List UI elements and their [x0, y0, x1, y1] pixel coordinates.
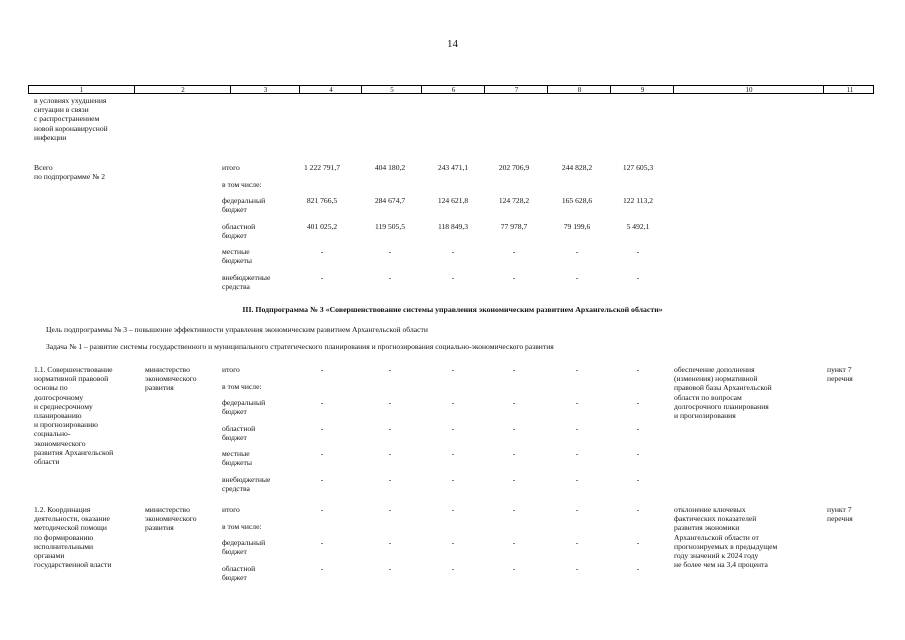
item-1-2-source-1: в том числе:	[222, 521, 262, 531]
total-value-0-0: 1 222 791,7	[303, 163, 341, 172]
total-label: Всего по подпрограмме № 2	[34, 163, 106, 182]
total-value-3-3: 77 978,7	[500, 221, 528, 231]
item-1-1-value-5-3: -	[512, 474, 516, 484]
total-value-2-4: 165 628,6	[561, 196, 593, 205]
item-1-2-value-2-2: -	[451, 538, 455, 547]
total-value-4-3: -	[512, 247, 516, 256]
item-1-1-value-4-3: -	[512, 449, 516, 458]
item-1-2-value-3-2: -	[451, 563, 455, 573]
item-1-1-ref: пункт 7 перечня	[827, 365, 853, 384]
total-value-3-5: 5 492,1	[626, 221, 650, 231]
total-source-1: в том числе:	[222, 179, 262, 189]
item-1-1-value-4-2: -	[451, 449, 455, 458]
item-1-1-source-5: внебюджетные средства	[222, 474, 271, 493]
item-1-2-name: 1.2. Координация деятельности, оказание методической помощи по формированию исполнительными органами государственной власти	[34, 505, 112, 570]
header-col-11: 11	[823, 86, 876, 94]
item-1-2-executor: министерство экономического развития	[145, 505, 197, 533]
total-source-5: внебюджетные средства	[222, 272, 271, 291]
item-1-2-value-0-2: -	[451, 505, 455, 514]
total-value-4-2: -	[451, 247, 455, 256]
total-source-2: федеральный бюджет	[222, 196, 266, 215]
total-value-5-4: -	[575, 272, 579, 282]
total-value-4-0: -	[320, 247, 324, 256]
item-1-1-value-4-1: -	[388, 449, 392, 458]
page-number: 14	[447, 38, 458, 50]
item-1-1-value-3-5: -	[636, 423, 640, 433]
item-1-1-value-5-5: -	[636, 474, 640, 484]
total-value-4-5: -	[636, 247, 640, 256]
header-col-6: 6	[421, 86, 485, 94]
item-1-1-value-3-4: -	[575, 423, 579, 433]
total-value-2-5: 122 113,2	[622, 196, 654, 205]
item-1-1-source-1: в том числе:	[222, 381, 262, 391]
item-1-1-value-2-5: -	[636, 398, 640, 407]
item-1-1-value-2-0: -	[320, 398, 324, 407]
total-value-0-5: 127 605,3	[622, 163, 654, 172]
total-value-5-3: -	[512, 272, 516, 282]
total-value-5-2: -	[451, 272, 455, 282]
table-header-row	[28, 85, 874, 94]
item-1-2-value-3-3: -	[512, 563, 516, 573]
item-1-2-value-0-5: -	[636, 505, 640, 514]
item-1-1-value-4-4: -	[575, 449, 579, 458]
item-1-1-value-2-1: -	[388, 398, 392, 407]
item-1-1-value-2-3: -	[512, 398, 516, 407]
header-col-7: 7	[484, 86, 548, 94]
total-value-4-4: -	[575, 247, 579, 256]
item-1-2-value-3-5: -	[636, 563, 640, 573]
item-1-1-value-0-5: -	[636, 365, 640, 374]
item-1-2-source-0: итого	[222, 505, 240, 514]
item-1-1-name: 1.1. Совершенствование нормативной правовой основы по долгосрочному и среднесрочному планированию и прогнозированию социально- экономического развития Архангельской области	[34, 365, 114, 467]
header-col-1: 1	[79, 86, 84, 94]
item-1-1-value-0-1: -	[388, 365, 392, 374]
header-col-2: 2	[134, 86, 231, 94]
item-1-1-value-2-4: -	[575, 398, 579, 407]
header-col-5: 5	[361, 86, 422, 94]
item-1-2-value-2-5: -	[636, 538, 640, 547]
item-1-1-source-0: итого	[222, 365, 240, 374]
carry-over-text: в условиях ухудшения ситуации в связи с распространением новой коронавирусной инфекции	[34, 96, 108, 142]
total-source-0: итого	[222, 163, 240, 172]
total-value-3-2: 118 849,3	[437, 221, 469, 231]
total-value-3-0: 401 025,2	[306, 221, 338, 231]
header-col-3: 3	[230, 86, 300, 94]
item-1-1-value-5-0: -	[320, 474, 324, 484]
item-1-2-result: отклонение ключевых фактических показателей развития экономики Архангельской области от прогнозируемых в предыдущем году значений к 2024 году не более чем на 3,4 процента	[674, 505, 778, 570]
item-1-2-value-2-3: -	[512, 538, 516, 547]
total-value-0-2: 243 471,1	[437, 163, 469, 172]
item-1-2-value-0-1: -	[388, 505, 392, 514]
total-value-5-5: -	[636, 272, 640, 282]
item-1-1-value-4-0: -	[320, 449, 324, 458]
item-1-1-source-3: областной бюджет	[222, 423, 256, 442]
item-1-2-source-2: федеральный бюджет	[222, 538, 266, 557]
item-1-2-value-3-1: -	[388, 563, 392, 573]
item-1-2-ref: пункт 7 перечня	[827, 505, 853, 524]
item-1-1-value-0-3: -	[512, 365, 516, 374]
item-1-1-value-5-4: -	[575, 474, 579, 484]
item-1-1-value-3-3: -	[512, 423, 516, 433]
header-col-8: 8	[547, 86, 611, 94]
item-1-2-value-2-1: -	[388, 538, 392, 547]
item-1-1-source-4: местные бюджеты	[222, 449, 252, 468]
item-1-1-value-0-2: -	[451, 365, 455, 374]
item-1-1-result: обеспечение дополнения (изменения) нормативной правовой базы Архангельской области по вопросам долгосрочного планирования и прогнозирования	[674, 365, 772, 421]
total-value-5-1: -	[388, 272, 392, 282]
subprogram-title: III. Подпрограмма № 3 «Совершенствование системы управления экономическим развитием Архангельской области»	[242, 305, 663, 314]
total-value-2-0: 821 766,5	[306, 196, 338, 205]
header-col-9: 9	[610, 86, 674, 94]
item-1-2-source-3: областной бюджет	[222, 563, 256, 582]
subprogram-task: Задача № 1 – развитие системы государственного и муниципального стратегического планирования и прогнозирования социально-экономического развития	[46, 342, 554, 351]
item-1-2-value-2-0: -	[320, 538, 324, 547]
total-value-2-3: 124 728,2	[498, 196, 530, 205]
item-1-1-value-0-4: -	[575, 365, 579, 374]
total-value-3-1: 119 505,5	[374, 221, 406, 231]
item-1-1-source-2: федеральный бюджет	[222, 398, 266, 417]
item-1-1-value-3-1: -	[388, 423, 392, 433]
header-col-10: 10	[673, 86, 824, 94]
item-1-2-value-2-4: -	[575, 538, 579, 547]
total-value-0-3: 202 706,9	[498, 163, 530, 172]
total-value-2-1: 284 674,7	[374, 196, 406, 205]
item-1-2-value-0-3: -	[512, 505, 516, 514]
total-source-3: областной бюджет	[222, 221, 256, 240]
item-1-2-value-0-4: -	[575, 505, 579, 514]
item-1-1-executor: министерство экономического развития	[145, 365, 197, 393]
total-value-0-4: 244 828,2	[561, 163, 593, 172]
item-1-1-value-3-0: -	[320, 423, 324, 433]
total-value-0-1: 404 180,2	[374, 163, 406, 172]
item-1-2-value-3-0: -	[320, 563, 324, 573]
total-source-4: местные бюджеты	[222, 247, 252, 266]
item-1-1-value-3-2: -	[451, 423, 455, 433]
subprogram-goal: Цель подпрограммы № 3 – повышение эффективности управления экономическим развитием Архангельской области	[46, 325, 428, 334]
item-1-2-value-3-4: -	[575, 563, 579, 573]
item-1-1-value-5-1: -	[388, 474, 392, 484]
header-col-4: 4	[299, 86, 362, 94]
item-1-2-value-0-0: -	[320, 505, 324, 514]
item-1-1-value-2-2: -	[451, 398, 455, 407]
item-1-1-value-5-2: -	[451, 474, 455, 484]
total-value-3-4: 79 199,6	[563, 221, 591, 231]
total-value-4-1: -	[388, 247, 392, 256]
item-1-1-value-0-0: -	[320, 365, 324, 374]
total-value-5-0: -	[320, 272, 324, 282]
total-value-2-2: 124 621,8	[437, 196, 469, 205]
item-1-1-value-4-5: -	[636, 449, 640, 458]
